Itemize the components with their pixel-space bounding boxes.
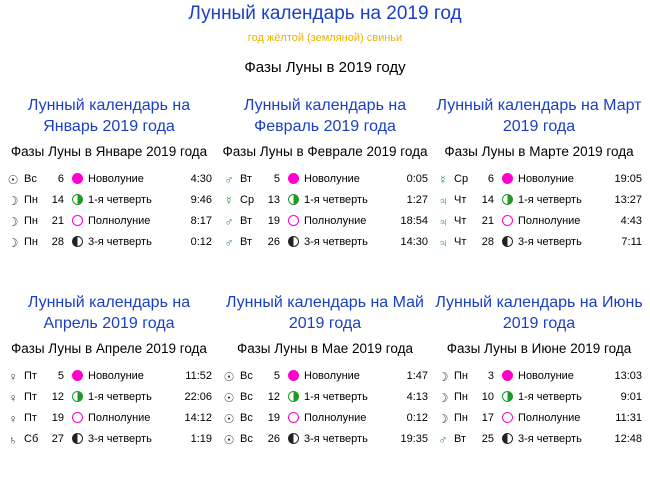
weekday: Пн bbox=[24, 215, 38, 227]
phase-time: 13:03 bbox=[614, 370, 642, 382]
phase-row bbox=[2, 408, 216, 429]
sun-icon: ☉ bbox=[223, 412, 235, 426]
phase-name: Полнолуние bbox=[88, 412, 151, 424]
phase-name: Новолуние bbox=[304, 173, 360, 185]
day-number: 17 bbox=[481, 412, 494, 424]
phase-name: Полнолуние bbox=[304, 215, 367, 227]
phase-time: 14:12 bbox=[184, 412, 212, 424]
phase-row bbox=[2, 429, 216, 450]
phase-name: Полнолуние bbox=[518, 215, 581, 227]
sun-icon: ☉ bbox=[223, 391, 235, 405]
phase-name: 1-я четверть bbox=[88, 391, 152, 403]
phase-row bbox=[432, 387, 646, 408]
sun-icon: ☉ bbox=[223, 370, 235, 384]
phase-list bbox=[432, 366, 646, 450]
phase-row bbox=[2, 387, 216, 408]
day-number: 14 bbox=[481, 194, 494, 206]
phase-row bbox=[2, 211, 216, 232]
phase-row bbox=[218, 169, 432, 190]
phase-time: 11:52 bbox=[185, 370, 212, 382]
phase-name: 1-я четверть bbox=[304, 391, 368, 403]
phase-time: 12:48 bbox=[614, 433, 642, 445]
phase-row bbox=[432, 169, 646, 190]
phase-time: 0:05 bbox=[406, 173, 428, 185]
mars-icon: ♂ bbox=[438, 433, 448, 447]
phase-row bbox=[432, 190, 646, 211]
venus-icon: ♀ bbox=[8, 370, 18, 384]
phase-list bbox=[218, 366, 432, 450]
weekday: Пн bbox=[24, 194, 38, 206]
day-number: 3 bbox=[487, 370, 494, 382]
third-moon-icon bbox=[72, 433, 84, 445]
phase-time: 11:31 bbox=[615, 412, 642, 424]
weekday: Вс bbox=[240, 370, 253, 382]
phase-time: 1:47 bbox=[406, 370, 428, 382]
first-moon-icon bbox=[72, 391, 84, 403]
day-number: 5 bbox=[273, 370, 280, 382]
weekday: Ср bbox=[240, 194, 255, 206]
full-moon-icon bbox=[288, 215, 300, 227]
new-moon-icon bbox=[72, 173, 84, 185]
phase-row bbox=[218, 211, 432, 232]
phase-row bbox=[2, 169, 216, 190]
month-title-link[interactable]: Лунный календарь на Январь 2019 года bbox=[27, 97, 191, 135]
phase-time: 0:12 bbox=[190, 236, 212, 248]
weekday: Пт bbox=[24, 391, 37, 403]
month-block bbox=[218, 292, 432, 450]
page-subtitle: год жёлтой (земляной) свиньи bbox=[247, 32, 403, 44]
mars-icon: ♂ bbox=[224, 236, 234, 250]
phase-name: 1-я четверть bbox=[518, 194, 582, 206]
weekday: Ср bbox=[454, 173, 469, 185]
mars-icon: ♂ bbox=[224, 173, 234, 187]
new-moon-icon bbox=[502, 370, 514, 382]
phase-name: 3-я четверть bbox=[88, 236, 152, 248]
phase-row bbox=[218, 387, 432, 408]
phase-name: 3-я четверть bbox=[518, 433, 582, 445]
day-number: 6 bbox=[57, 173, 64, 185]
day-number: 19 bbox=[267, 412, 280, 424]
phase-name: Новолуние bbox=[88, 370, 144, 382]
month-block bbox=[218, 95, 432, 253]
phase-dot bbox=[72, 412, 83, 423]
phase-dot bbox=[288, 173, 299, 184]
first-moon-icon bbox=[72, 194, 84, 206]
third-moon-icon bbox=[502, 236, 514, 248]
weekday: Пт bbox=[24, 412, 37, 424]
third-moon-icon bbox=[288, 236, 300, 248]
phase-time: 22:06 bbox=[184, 391, 212, 403]
phase-time: 9:46 bbox=[190, 194, 212, 206]
day-number: 27 bbox=[51, 433, 64, 445]
section-heading: Фазы Луны в 2019 году bbox=[244, 59, 406, 76]
new-moon-icon bbox=[288, 370, 300, 382]
phase-list bbox=[2, 366, 216, 450]
jupiter-icon: ♃ bbox=[438, 194, 448, 208]
phase-row bbox=[218, 429, 432, 450]
day-number: 10 bbox=[481, 391, 494, 403]
mercury-icon: ☿ bbox=[224, 194, 234, 208]
phase-dot bbox=[502, 173, 513, 184]
month-phases-heading: Фазы Луны в Марте 2019 года bbox=[444, 144, 634, 159]
month-block bbox=[2, 95, 216, 253]
mars-icon: ♂ bbox=[224, 215, 234, 229]
weekday: Вт bbox=[240, 236, 253, 248]
phase-name: Новолуние bbox=[518, 370, 574, 382]
phase-row bbox=[218, 190, 432, 211]
phase-time: 18:54 bbox=[400, 215, 428, 227]
day-number: 28 bbox=[481, 236, 494, 248]
phase-time: 14:30 bbox=[400, 236, 428, 248]
weekday: Вт bbox=[240, 173, 253, 185]
day-number: 26 bbox=[267, 433, 280, 445]
month-phases-heading: Фазы Луны в Феврале 2019 года bbox=[222, 144, 428, 159]
day-number: 25 bbox=[481, 433, 494, 445]
phase-dot bbox=[72, 215, 83, 226]
month-phases-heading: Фазы Луны в Мае 2019 года bbox=[236, 341, 414, 356]
phase-time: 7:11 bbox=[621, 236, 642, 248]
phase-row bbox=[2, 190, 216, 211]
day-number: 12 bbox=[267, 391, 280, 403]
day-number: 19 bbox=[267, 215, 280, 227]
weekday: Чт bbox=[454, 215, 467, 227]
day-number: 21 bbox=[51, 215, 64, 227]
phase-name: 3-я четверть bbox=[304, 236, 368, 248]
third-moon-icon bbox=[502, 433, 514, 445]
weekday: Вс bbox=[240, 412, 253, 424]
day-number: 5 bbox=[57, 370, 64, 382]
phase-time: 1:27 bbox=[406, 194, 428, 206]
venus-icon: ♀ bbox=[8, 391, 18, 405]
day-number: 21 bbox=[481, 215, 494, 227]
full-moon-icon bbox=[72, 215, 84, 227]
month-title-link[interactable]: Лунный календарь на Июнь 2019 года bbox=[435, 294, 643, 332]
moon-icon: ☽ bbox=[437, 370, 449, 384]
phase-dot bbox=[502, 215, 513, 226]
day-number: 6 bbox=[487, 173, 494, 185]
phase-name: 1-я четверть bbox=[88, 194, 152, 206]
weekday: Пн bbox=[454, 412, 468, 424]
phase-row bbox=[432, 366, 646, 387]
phase-dot bbox=[288, 236, 299, 247]
phase-list bbox=[432, 169, 646, 253]
day-number: 19 bbox=[51, 412, 64, 424]
phase-dot bbox=[72, 433, 83, 444]
phase-dot bbox=[502, 391, 513, 402]
phase-dot bbox=[502, 236, 513, 247]
phase-time: 8:17 bbox=[190, 215, 212, 227]
phase-dot bbox=[502, 412, 513, 423]
third-moon-icon bbox=[72, 236, 84, 248]
phase-time: 1:19 bbox=[190, 433, 212, 445]
phase-dot bbox=[72, 173, 83, 184]
phase-row bbox=[2, 366, 216, 387]
phase-time: 4:13 bbox=[406, 391, 428, 403]
weekday: Пт bbox=[24, 370, 37, 382]
first-moon-icon bbox=[502, 194, 514, 206]
day-number: 28 bbox=[51, 236, 64, 248]
jupiter-icon: ♃ bbox=[438, 236, 448, 250]
weekday: Пн bbox=[454, 391, 468, 403]
phase-list bbox=[2, 169, 216, 253]
venus-icon: ♀ bbox=[8, 412, 18, 426]
phase-name: 3-я четверть bbox=[88, 433, 152, 445]
weekday: Чт bbox=[454, 194, 467, 206]
weekday: Сб bbox=[24, 433, 39, 445]
phase-time: 4:30 bbox=[190, 173, 212, 185]
saturn-icon: ♄ bbox=[8, 433, 18, 447]
weekday: Вс bbox=[240, 391, 253, 403]
moon-icon: ☽ bbox=[7, 215, 19, 229]
full-moon-icon bbox=[502, 215, 514, 227]
third-moon-icon bbox=[288, 433, 300, 445]
full-moon-icon bbox=[288, 412, 300, 424]
phase-name: 3-я четверть bbox=[304, 433, 368, 445]
weekday: Пн bbox=[454, 370, 468, 382]
month-block bbox=[432, 292, 646, 450]
day-number: 5 bbox=[273, 173, 280, 185]
month-phases-heading: Фазы Луны в Апреле 2019 года bbox=[11, 341, 207, 356]
first-moon-icon bbox=[288, 194, 300, 206]
month-title-link[interactable]: Лунный календарь на Март 2019 года bbox=[436, 97, 642, 135]
phase-time: 4:43 bbox=[620, 215, 642, 227]
full-moon-icon bbox=[502, 412, 514, 424]
phase-name: Полнолуние bbox=[88, 215, 151, 227]
phase-name: Новолуние bbox=[304, 370, 360, 382]
phase-row bbox=[432, 211, 646, 232]
phase-row bbox=[2, 232, 216, 253]
weekday: Вт bbox=[240, 215, 253, 227]
phase-name: 1-я четверть bbox=[518, 391, 582, 403]
weekday: Чт bbox=[454, 236, 467, 248]
moon-icon: ☽ bbox=[7, 236, 19, 250]
day-number: 12 bbox=[51, 391, 64, 403]
phase-dot bbox=[288, 370, 299, 381]
phase-dot bbox=[288, 433, 299, 444]
new-moon-icon bbox=[72, 370, 84, 382]
phase-name: Полнолуние bbox=[518, 412, 581, 424]
month-title-link[interactable]: Лунный календарь на Февраль 2019 года bbox=[243, 97, 407, 135]
phase-dot bbox=[72, 391, 83, 402]
full-moon-icon bbox=[72, 412, 84, 424]
month-block bbox=[432, 95, 646, 253]
phase-time: 13:27 bbox=[614, 194, 642, 206]
phase-dot bbox=[72, 194, 83, 205]
phase-name: Новолуние bbox=[88, 173, 144, 185]
phase-row bbox=[218, 232, 432, 253]
phase-time: 0:12 bbox=[406, 412, 428, 424]
moon-icon: ☽ bbox=[7, 194, 19, 208]
month-block bbox=[2, 292, 216, 450]
first-moon-icon bbox=[502, 391, 514, 403]
phase-row bbox=[432, 232, 646, 253]
phase-time: 9:01 bbox=[620, 391, 642, 403]
moon-icon: ☽ bbox=[437, 412, 449, 426]
mercury-icon: ☿ bbox=[438, 173, 448, 187]
phase-dot bbox=[288, 412, 299, 423]
phase-dot bbox=[72, 236, 83, 247]
phase-name: 3-я четверть bbox=[518, 236, 582, 248]
phase-dot bbox=[502, 370, 513, 381]
weekday: Пн bbox=[24, 236, 38, 248]
phase-name: Полнолуние bbox=[304, 412, 367, 424]
month-title-link[interactable]: Лунный календарь на Май 2019 года bbox=[226, 294, 424, 332]
phase-dot bbox=[502, 194, 513, 205]
new-moon-icon bbox=[502, 173, 514, 185]
month-title-link[interactable]: Лунный календарь на Апрель 2019 года bbox=[27, 294, 191, 332]
new-moon-icon bbox=[288, 173, 300, 185]
phase-name: 1-я четверть bbox=[304, 194, 368, 206]
phase-name: Новолуние bbox=[518, 173, 574, 185]
phase-dot bbox=[72, 370, 83, 381]
phase-time: 19:05 bbox=[614, 173, 642, 185]
phase-time: 19:35 bbox=[400, 433, 428, 445]
sun-icon: ☉ bbox=[223, 433, 235, 447]
month-phases-heading: Фазы Луны в Июне 2019 года bbox=[446, 341, 632, 356]
phase-dot bbox=[288, 391, 299, 402]
sun-icon: ☉ bbox=[7, 173, 19, 187]
phase-dot bbox=[288, 194, 299, 205]
phase-row bbox=[432, 429, 646, 450]
weekday: Вс bbox=[24, 173, 37, 185]
month-phases-heading: Фазы Луны в Январе 2019 года bbox=[10, 144, 208, 159]
first-moon-icon bbox=[288, 391, 300, 403]
phase-row bbox=[432, 408, 646, 429]
day-number: 14 bbox=[51, 194, 64, 206]
day-number: 26 bbox=[267, 236, 280, 248]
phase-row bbox=[218, 408, 432, 429]
phase-dot bbox=[502, 433, 513, 444]
day-number: 13 bbox=[267, 194, 280, 206]
weekday: Вт bbox=[454, 433, 467, 445]
phase-row bbox=[218, 366, 432, 387]
moon-icon: ☽ bbox=[437, 391, 449, 405]
page-title: Лунный календарь на 2019 год bbox=[188, 3, 462, 24]
phase-list bbox=[218, 169, 432, 253]
jupiter-icon: ♃ bbox=[438, 215, 448, 229]
weekday: Вс bbox=[240, 433, 253, 445]
phase-dot bbox=[288, 215, 299, 226]
